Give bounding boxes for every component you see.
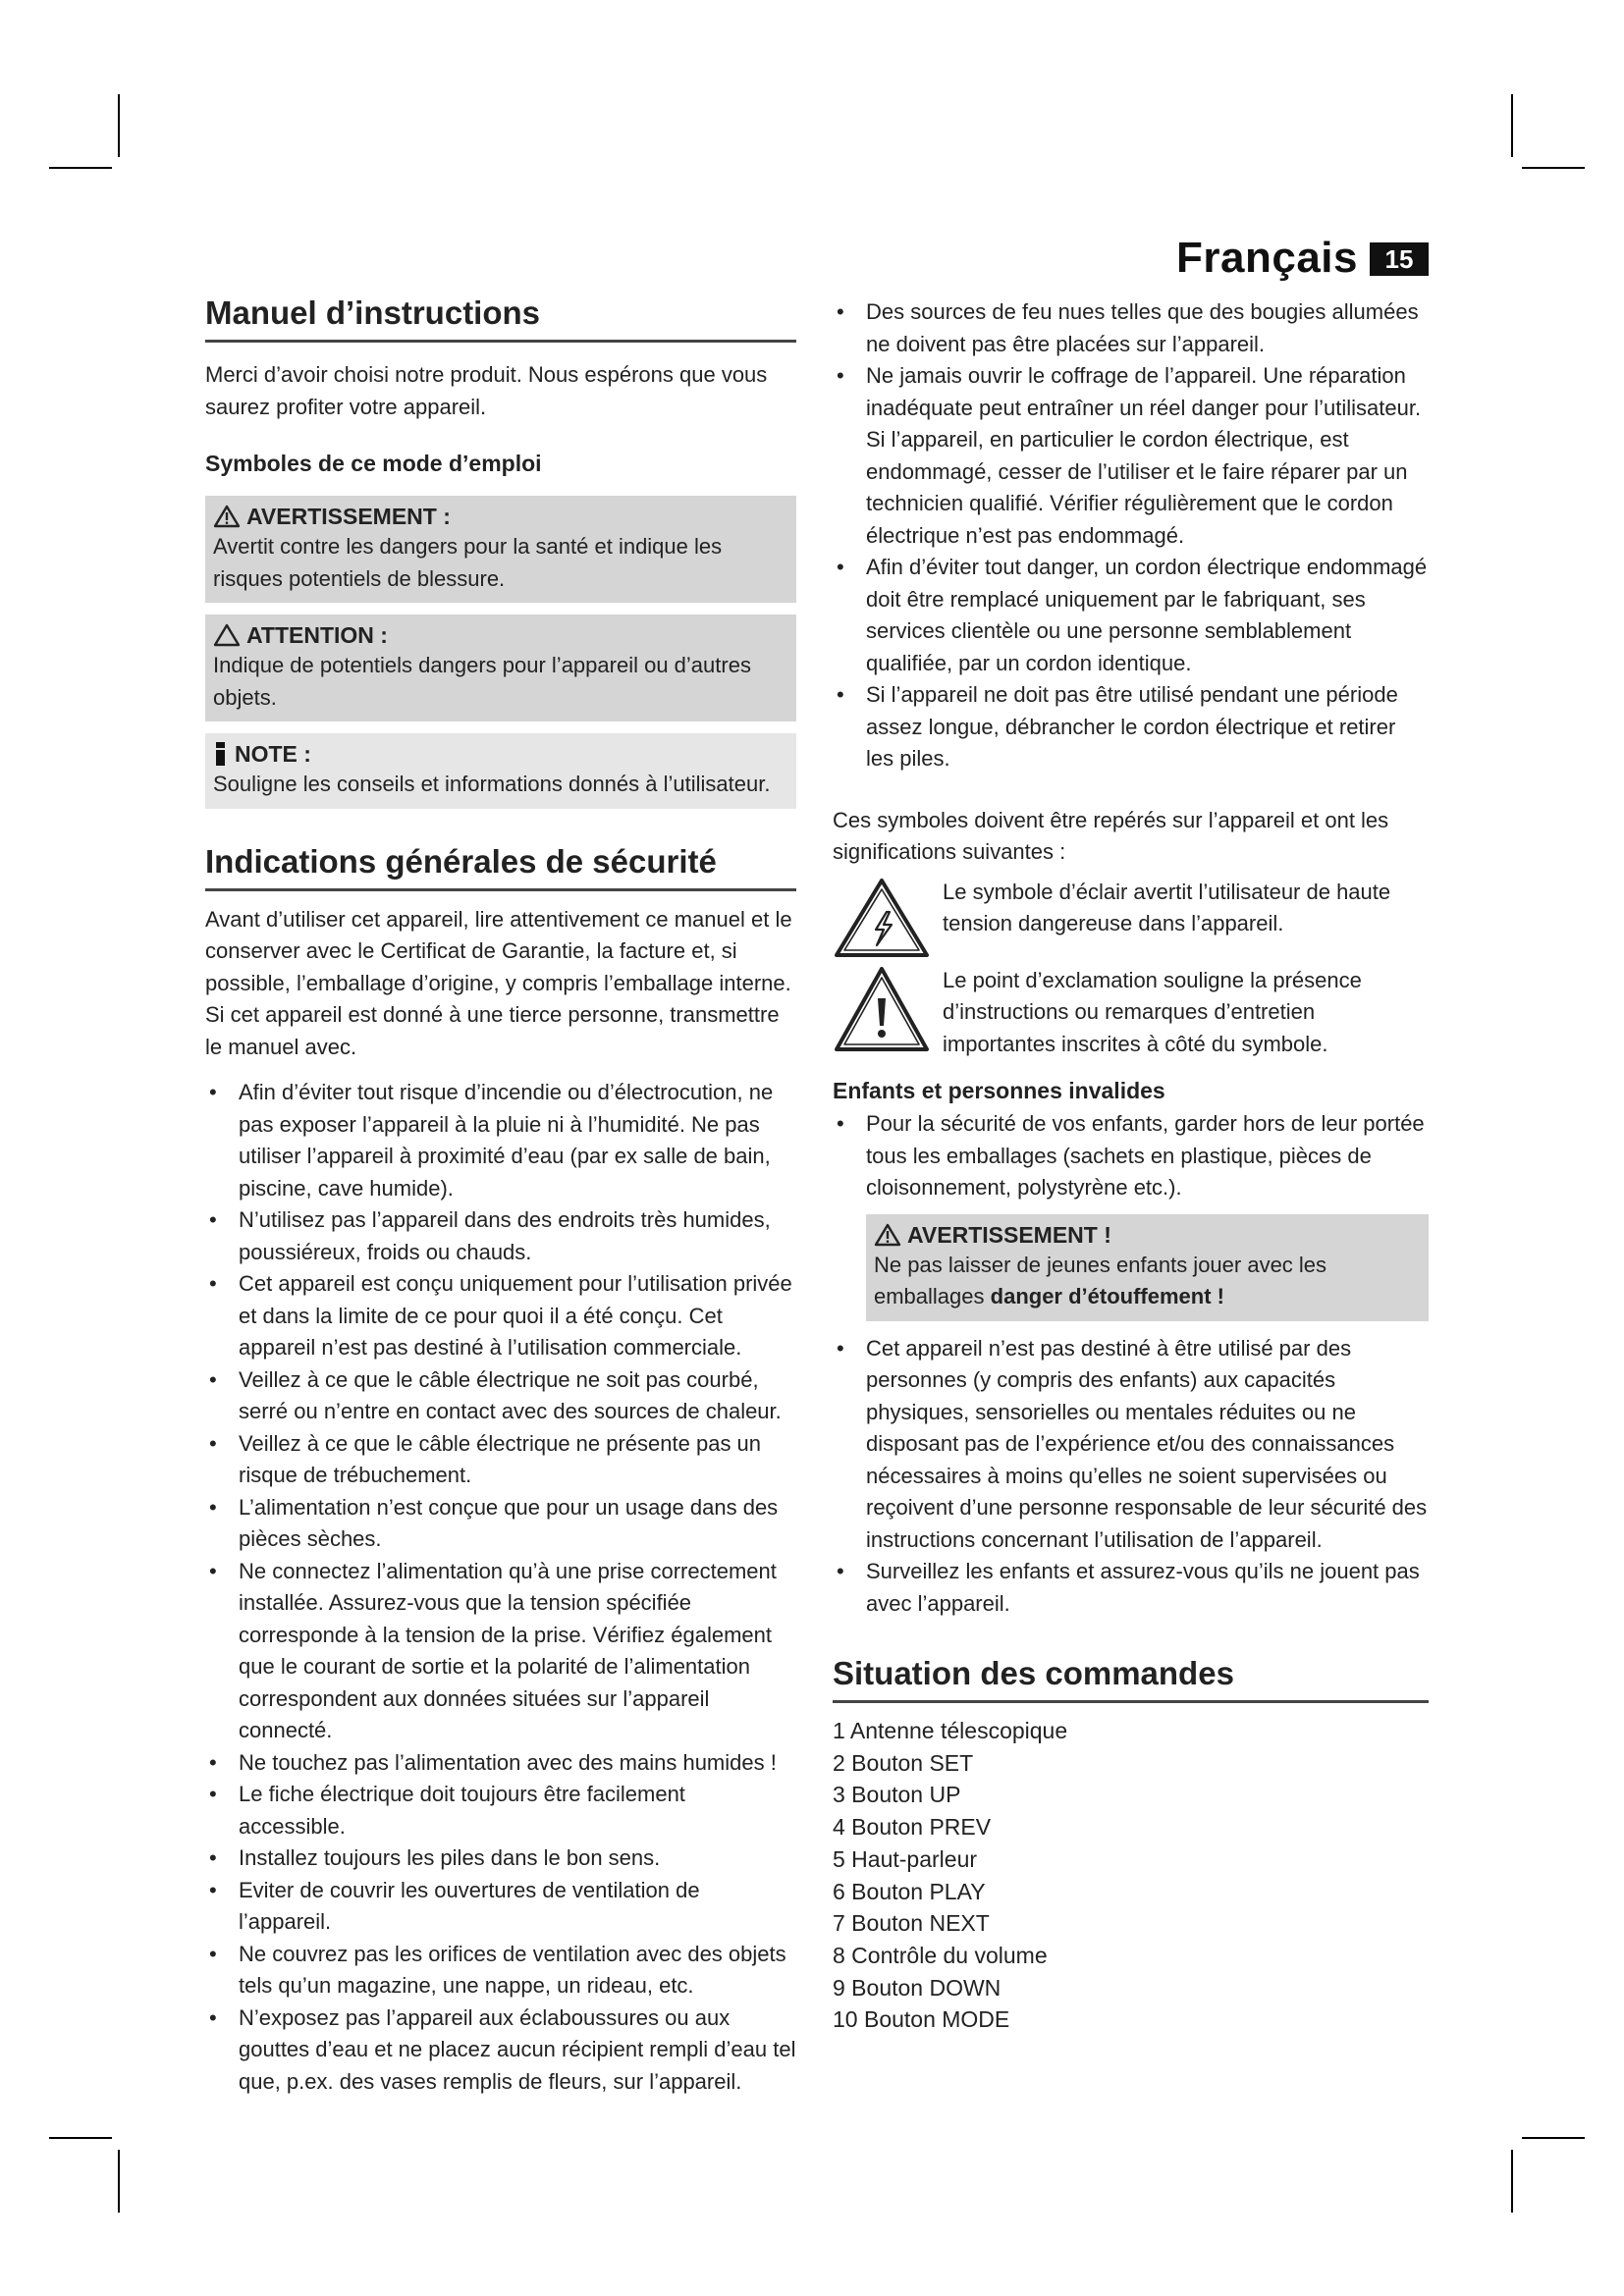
children-warning-box — [866, 1214, 1429, 1321]
crop-mark-bottom-right-h — [1522, 2137, 1585, 2139]
safety-item: • N’exposez pas l’appareil aux éclaboussures ou aux gouttes d’eau et ne placez aucun récipient rempli d’eau tel que, p.ex. des vases remplis de fleurs, sur l’appareil. — [205, 2002, 796, 2099]
safety-item: • Ne jamais ouvrir le coffrage de l’appareil. Une réparation inadéquate peut entraîner un réel danger pour l’utilisateur. Si l’appareil, en particulier le cordon électrique, est endommagé, cesser de l’utiliser et le faire réparer par un technicien qualifié. Vérifier régulièrement que le cordon électrique n’est pas endommagé. — [833, 360, 1429, 552]
warning-box — [205, 496, 796, 603]
safety-item: • Cet appareil est conçu uniquement pour l’utilisation privée et dans la limite de ce pour quoi il a été conçu. Cet appareil n’est pas destiné à l’utilisation commerciale. — [205, 1268, 796, 1364]
safety-item: • Eviter de couvrir les ouvertures de ventilation de l’appareil. — [205, 1875, 796, 1939]
note-box-title: NOTE : — [235, 741, 311, 767]
safety-item: • N’utilisez pas l’appareil dans des endroits très humides, poussiéreux, froids ou chauds. — [205, 1204, 796, 1268]
children-warning-heading — [874, 1220, 1421, 1250]
crop-mark-bottom-right-v — [1511, 2150, 1513, 2213]
crop-mark-top-right-v — [1511, 94, 1513, 157]
lightning-warning-icon — [833, 877, 931, 959]
symbols-intro: Ces symboles doivent être repérés sur l’appareil et ont les significations suivantes : — [833, 807, 1389, 864]
safety-item: • Ne touchez pas l’alimentation avec des mains humides ! — [205, 1747, 796, 1780]
right-column — [833, 296, 1429, 2036]
attention-box — [205, 614, 796, 721]
safety-item: • Des sources de feu nues telles que des bougies allumées ne doivent pas être placées sur l’appareil. — [833, 296, 1429, 360]
safety-item: • Le fiche électrique doit toujours être facilement accessible. — [205, 1779, 796, 1842]
manual-title: Manuel d’instructions — [205, 294, 796, 343]
children-item: • Cet appareil n’est pas destiné à être utilisé par des personnes (y compris des enfants) aux capacités physiques, sensorielles ou mentales réduites ou ne disposant pas de l’expérience et/ou des connaissances nécessaires à moins qu’elles ne soient supervisées ou reçoivent d’une personne responsable de leur sécurité des instructions concernant l’utilisation de l’appareil. — [833, 1333, 1429, 1557]
controls-list — [833, 1715, 1429, 2036]
safety-item: • Afin d’éviter tout risque d’incendie ou d’électrocution, ne pas exposer l’appareil à la pluie ni à l’humidité. Ne pas utiliser l’appareil à proximité d’eau (par ex salle de bain, piscine, cave humide). — [205, 1077, 796, 1204]
warning-triangle-icon — [213, 505, 241, 528]
warning-box-heading — [213, 502, 788, 531]
note-box-text: Souligne les conseils et informations donnés à l’utilisateur. — [213, 772, 771, 796]
controls-title: Situation des commandes — [833, 1655, 1429, 1703]
safety-item: • Afin d’éviter tout danger, un cordon électrique endommagé doit être remplacé uniquement par le fabriquant, ses services clientèle ou une personne semblablement qualifiée, par un cordon identique. — [833, 552, 1429, 679]
note-box — [205, 733, 796, 809]
left-column — [205, 294, 796, 2098]
attention-box-heading — [213, 620, 788, 650]
children-list — [833, 1108, 1429, 1204]
page-number: 15 — [1370, 242, 1429, 276]
children-warning-bold: danger d’étouffement ! — [990, 1284, 1224, 1308]
children-list-continued — [833, 1333, 1429, 1621]
safety-item: • Installez toujours les piles dans le bon sens. — [205, 1842, 796, 1875]
crop-mark-top-left-v — [118, 94, 120, 157]
children-warning-body — [874, 1250, 1421, 1313]
manual-intro: Merci d’avoir choisi notre produit. Nous espérons que vous saurez profiter votre appareil. — [205, 362, 768, 419]
safety-intro: Avant d’utiliser cet appareil, lire attentivement ce manuel et le conserver avec le Certificat de Garantie, la facture et, si possible, l’emballage d’origine, y compris l’emballage interne. Si cet appareil est donné à une tierce personne, transmettre le manuel avec. — [205, 906, 792, 1059]
language-label: Français — [1176, 234, 1358, 282]
warning-triangle-icon — [874, 1223, 901, 1247]
page-header — [1176, 234, 1429, 283]
crop-mark-top-right-h — [1522, 167, 1585, 169]
control-item: 7 Bouton NEXT — [833, 1910, 990, 1937]
safety-item: • Veillez à ce que le câble électrique ne présente pas un risque de trébuchement. — [205, 1428, 796, 1492]
control-item: 10 Bouton MODE — [833, 2006, 1010, 2033]
control-item: 4 Bouton PREV — [833, 1814, 992, 1841]
crop-mark-bottom-left-h — [49, 2137, 112, 2139]
safety-item: • L’alimentation n’est conçue que pour un usage dans des pièces sèches. — [205, 1492, 796, 1556]
children-item: • Surveillez les enfants et assurez-vous qu’ils ne jouent pas avec l’appareil. — [833, 1556, 1429, 1620]
safety-item: • Ne connectez l’alimentation qu’à une prise correctement installée. Assurez-vous que la tension spécifiée corresponde à la tension de la prise. Vérifiez également que le courant de sortie et la polarité de l’alimentation correspondent aux données situées sur l’appareil connecté. — [205, 1556, 796, 1747]
safety-list — [205, 1077, 796, 2098]
exclamation-symbol-text: Le point d’exclamation souligne la présence d’instructions ou remarques d’entretien importantes inscrites à côté du symbole. — [943, 967, 1362, 1056]
children-warning-title: AVERTISSEMENT ! — [907, 1221, 1111, 1248]
lightning-symbol-text: Le symbole d’éclair avertit l’utilisateur de haute tension dangereuse dans l’appareil. — [943, 879, 1391, 935]
control-item: 1 Antenne télescopique — [833, 1718, 1068, 1743]
control-item: 9 Bouton DOWN — [833, 1974, 1001, 2001]
exclamation-symbol-row — [833, 965, 1429, 1061]
exclamation-warning-icon — [833, 965, 931, 1055]
safety-item: • Ne couvrez pas les orifices de ventilation avec des objets tels qu’un magazine, une nappe, un rideau, etc. — [205, 1939, 796, 2002]
attention-box-text: Indique de potentiels dangers pour l’appareil ou d’autres objets. — [213, 653, 751, 710]
children-warning-text: Ne pas laisser de jeunes enfants jouer avec les emballages — [874, 1252, 1327, 1308]
symbols-title: Symboles de ce mode d’emploi — [205, 451, 542, 476]
control-item: 2 Bouton SET — [833, 1749, 974, 1776]
control-item: 8 Contrôle du volume — [833, 1942, 1048, 1968]
control-item: 3 Bouton UP — [833, 1782, 961, 1808]
children-title: Enfants et personnes invalides — [833, 1078, 1165, 1103]
children-item: • Pour la sécurité de vos enfants, garder hors de leur portée tous les emballages (sachets en plastique, pièces de cloisonnement, polystyrène etc.). — [833, 1108, 1429, 1204]
safety-item: • Si l’appareil ne doit pas être utilisé pendant une période assez longue, débrancher le cordon électrique et retirer les piles. — [833, 679, 1429, 775]
warning-box-text: Avertit contre les dangers pour la santé et indique les risques potentiels de blessure. — [213, 534, 723, 591]
control-item: 6 Bouton PLAY — [833, 1878, 986, 1904]
warning-box-title: AVERTISSEMENT : — [246, 504, 451, 529]
info-icon — [213, 741, 229, 767]
safety-item: • Veillez à ce que le câble électrique ne soit pas courbé, serré ou n’entre en contact avec des sources de chaleur. — [205, 1364, 796, 1428]
safety-list-continued — [833, 296, 1429, 775]
control-item: 5 Haut-parleur — [833, 1845, 978, 1872]
lightning-symbol-row — [833, 877, 1429, 959]
safety-title: Indications générales de sécurité — [205, 843, 796, 891]
crop-mark-top-left-h — [49, 167, 112, 169]
attention-triangle-icon — [213, 623, 241, 647]
attention-box-title: ATTENTION : — [246, 622, 388, 648]
crop-mark-bottom-left-v — [118, 2150, 120, 2213]
note-box-heading — [213, 739, 788, 769]
